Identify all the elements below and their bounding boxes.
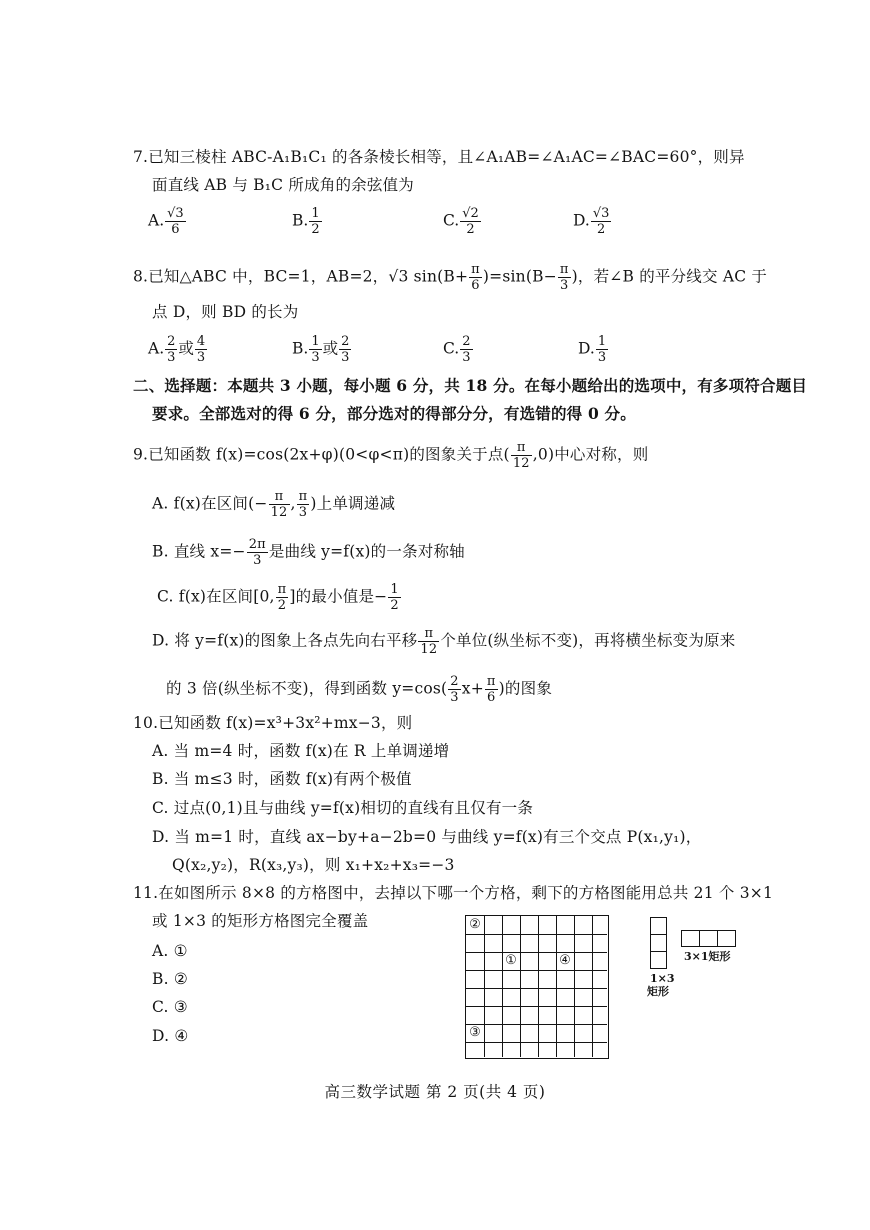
q8-stem-line2: 点 D，则 BD 的长为 — [152, 303, 299, 321]
grid-line — [592, 916, 593, 1057]
label-3x1: 3×1矩形 — [684, 950, 731, 963]
grid-line — [466, 988, 607, 989]
checkerboard-8x8-figure — [465, 915, 609, 1059]
rect-cell — [650, 917, 667, 935]
q9-option-d-line2: 的 3 倍(纵坐标不变)，得到函数 y=cos( $\frac{2}{3}$ x+ $\frac{\pi}{6}$ )的图象 — [166, 674, 553, 705]
section2-line2: 要求。全部选对的得 6 分，部分选对的得部分分，有选错的得 0 分。 — [152, 404, 636, 423]
grid-mark-4: ④ — [559, 953, 571, 968]
section2-line1: 二、选择题：本题共 3 小题，每小题 6 分，共 18 分。在每小题给出的选项中，有多项符合题目 — [133, 376, 808, 395]
q10-stem: 10.已知函数 f(x)=x³+3x²+mx−3，则 — [133, 714, 413, 732]
grid-line — [466, 1024, 607, 1025]
grid-line — [538, 916, 539, 1057]
grid-line — [466, 952, 607, 953]
q9-stem: 9.已知函数 f(x)=cos(2x+φ)(0<φ<π)的图象关于点( $\frac{\pi}{12}$ ,0)中心对称，则 — [133, 440, 649, 471]
label-1x3-rect: 矩形 — [647, 985, 669, 998]
q10-option-d-line1[interactable]: D. 当 m=1 时，直线 ax−by+a−2b=0 与曲线 y=f(x)有三个交点 P(x₁,y₁)， — [152, 828, 702, 846]
grid-mark-3: ③ — [469, 1025, 481, 1040]
q8-option-b[interactable]: B. $\frac{1}{3}$ 或 $\frac{2}{3}$ — [292, 334, 350, 365]
q7-option-d[interactable]: D. $\frac{√3}{2}$ — [573, 206, 610, 237]
q7-option-a[interactable]: A. $\frac{√3}{6}$ — [148, 206, 184, 237]
grid-line — [466, 970, 607, 971]
rect-cell — [681, 930, 700, 947]
q8-stem-line1: 8.已知△ABC 中，BC=1，AB=2，√3 sin(B+ $\frac{\pi}{6}$ )=sin(B− $\frac{\pi}{3}$ )，若∠B 的平分线交 AC 于 — [133, 262, 768, 293]
q8-option-c[interactable]: C. $\frac{2}{3}$ — [443, 334, 471, 365]
grid-mark-1: ① — [505, 953, 517, 968]
q7-option-c[interactable]: C. $\frac{√2}{2}$ — [443, 206, 479, 237]
q9-option-a[interactable]: A. f(x)在区间(− $\frac{\pi}{12}$ , $\frac{\pi}{3}$ )上单调递减 — [152, 489, 396, 520]
rect-cell — [699, 930, 718, 947]
page-footer: 高三数学试题 第 2 页(共 4 页) — [324, 1083, 546, 1101]
q11-stem-line2: 或 1×3 的矩形方格图完全覆盖 — [152, 912, 369, 930]
q11-option-a[interactable]: A. ① — [152, 942, 188, 960]
grid-line — [520, 916, 521, 1057]
grid-line — [574, 916, 575, 1057]
q10-option-b[interactable]: B. 当 m≤3 时，函数 f(x)有两个极值 — [152, 770, 412, 788]
q9-option-d-line1[interactable]: D. 将 y=f(x)的图象上各点先向右平移 $\frac{\pi}{12}$ 个单位(纵坐标不变)，再将横坐标变为原来 — [152, 626, 736, 657]
q9-option-b[interactable]: B. 直线 x=− $\frac{2\pi}{3}$ 是曲线 y=f(x)的一条对称轴 — [152, 537, 465, 568]
grid-line — [466, 1042, 607, 1043]
rect-cell — [717, 930, 736, 947]
q11-option-c[interactable]: C. ③ — [152, 998, 188, 1016]
q10-option-a[interactable]: A. 当 m=4 时，函数 f(x)在 R 上单调递增 — [152, 742, 450, 760]
grid-line — [556, 916, 557, 1057]
q7-option-b[interactable]: B. $\frac{1}{2}$ — [292, 206, 320, 237]
label-1x3: 1×3 — [650, 972, 675, 985]
rect-cell — [650, 934, 667, 952]
q10-option-c[interactable]: C. 过点(0,1)且与曲线 y=f(x)相切的直线有且仅有一条 — [152, 799, 534, 817]
q11-stem-line1: 11.在如图所示 8×8 的方格图中，去掉以下哪一个方格，剩下的方格图能用总共 21 个 3×1 — [133, 884, 774, 902]
q7-stem-line2: 面直线 AB 与 B₁C 所成角的余弦值为 — [152, 176, 414, 194]
q8-option-d[interactable]: D. $\frac{1}{3}$ — [578, 334, 607, 365]
q10-option-d-line2: Q(x₂,y₂)，R(x₃,y₃)，则 x₁+x₂+x₃=−3 — [172, 856, 455, 874]
grid-line — [502, 916, 503, 1057]
q11-option-b[interactable]: B. ② — [152, 970, 188, 988]
q11-option-d[interactable]: D. ④ — [152, 1027, 189, 1045]
q9-option-c[interactable]: C. f(x)在区间[0, $\frac{\pi}{2}$ ]的最小值是− $\frac{1}{2}$ — [157, 582, 399, 613]
rect-cell — [650, 951, 667, 969]
grid-mark-2: ② — [469, 917, 481, 932]
q8-option-a[interactable]: A. $\frac{2}{3}$ 或 $\frac{4}{3}$ — [148, 334, 206, 365]
grid-line — [466, 1006, 607, 1007]
q7-stem-line1: 7.已知三棱柱 ABC-A₁B₁C₁ 的各条棱长相等，且∠A₁AB=∠A₁AC=∠BAC=60°，则异 — [133, 148, 745, 166]
grid-line — [466, 934, 607, 935]
